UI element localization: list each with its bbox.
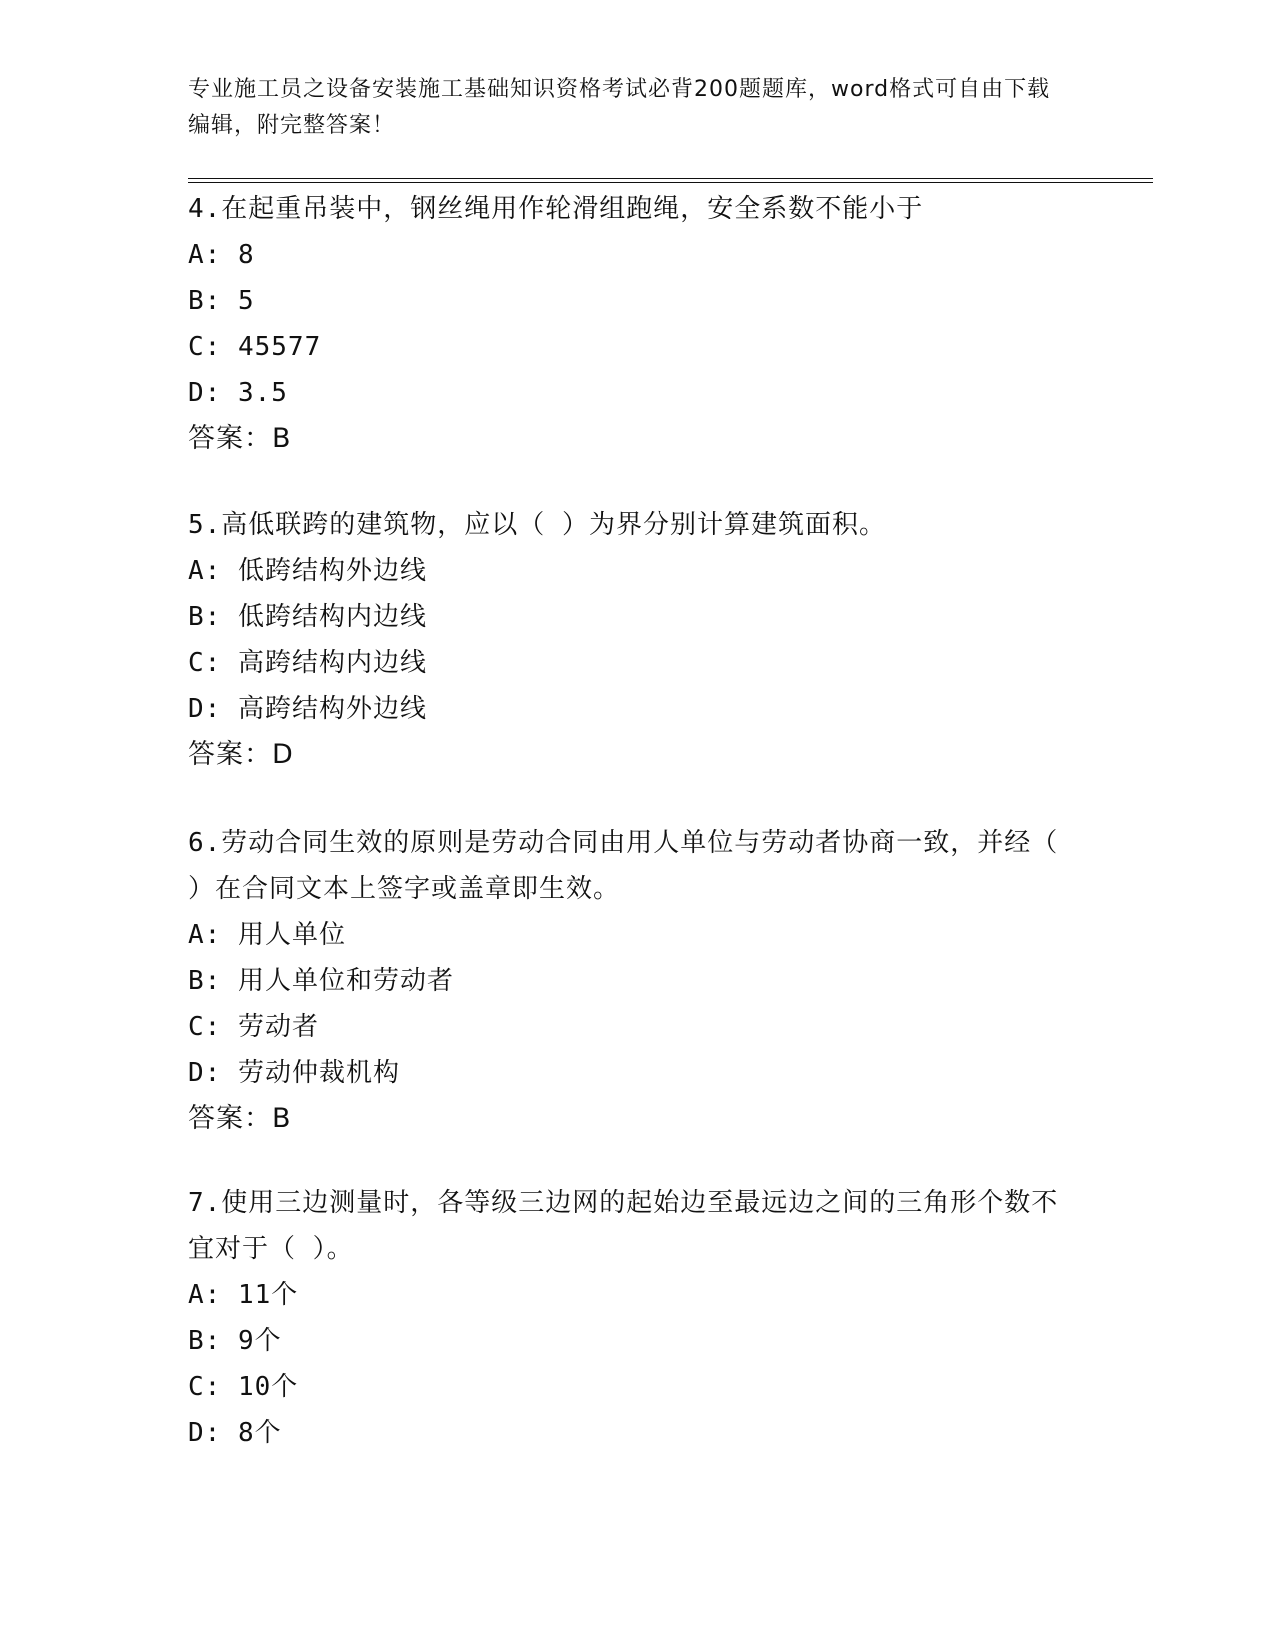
header-divider-bottom [188,182,1153,183]
option-c: C: 高跨结构内边线 [188,648,427,678]
answer: 答案：B [188,423,292,454]
option-d: D: 3.5 [188,378,288,408]
option-d: D: 劳动仲裁机构 [188,1058,400,1088]
answer: 答案：D [188,739,294,770]
question-stem: 5.高低联跨的建筑物，应以（ ）为界分别计算建筑面积。 [188,510,886,540]
question-6 [188,820,1068,1142]
option-a: A: 11个 [188,1280,299,1310]
option-d: D: 高跨结构外边线 [188,694,427,724]
option-b: B: 低跨结构内边线 [188,602,427,632]
question-4 [188,186,1068,462]
header-divider-top [188,178,1153,179]
question-stem: 4.在起重吊装中，钢丝绳用作轮滑组跑绳，安全系数不能小于 [188,194,924,224]
question-stem: 6.劳动合同生效的原则是劳动合同由用人单位与劳动者协商一致，并经（ ）在合同文本上签字或盖章即生效。 [188,828,1059,904]
option-a: A: 低跨结构外边线 [188,556,427,586]
option-d: D: 8个 [188,1418,282,1448]
option-c: C: 劳动者 [188,1012,319,1042]
page-header: 专业施工员之设备安装施工基础知识资格考试必背200题题库，word格式可自由下载编辑，附完整答案！ [188,77,1051,138]
option-c: C: 10个 [188,1372,299,1402]
question-7 [188,1180,1068,1456]
option-a: A: 用人单位 [188,920,346,950]
answer: 答案：B [188,1103,292,1134]
option-a: A: 8 [188,240,255,270]
option-b: B: 用人单位和劳动者 [188,966,454,996]
option-c: C: 45577 [188,332,322,362]
question-stem: 7.使用三边测量时，各等级三边网的起始边至最远边之间的三角形个数不宜对于（ ）。 [188,1188,1059,1264]
question-5 [188,502,1068,778]
option-b: B: 5 [188,286,255,316]
option-b: B: 9个 [188,1326,282,1356]
